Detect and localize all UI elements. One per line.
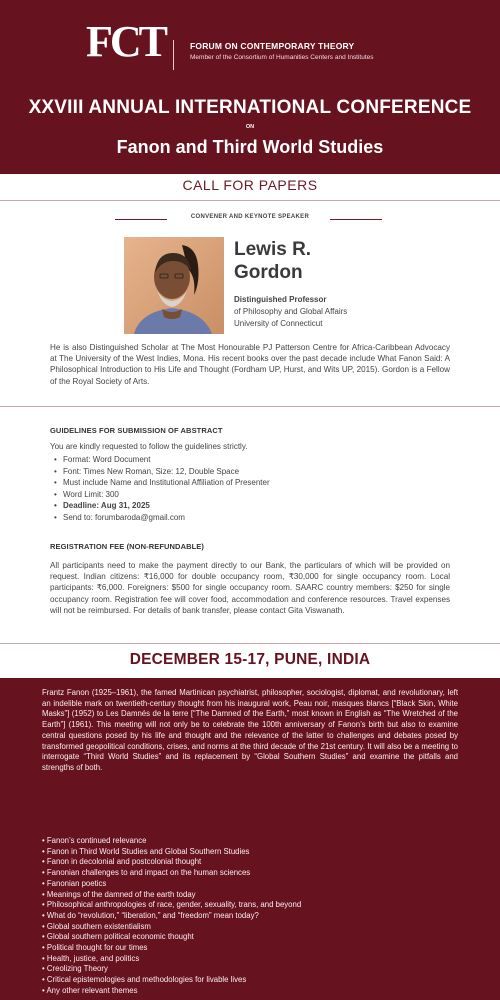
topic-item: • Global southern political economic thought <box>42 932 458 943</box>
call-for-papers-heading: CALL FOR PAPERS <box>182 177 318 193</box>
topic-item: • Health, justice, and politics <box>42 954 458 965</box>
header-banner <box>0 0 500 174</box>
speaker-name-first: Lewis R. <box>234 239 312 260</box>
divider-line <box>0 643 500 644</box>
speaker-name-last: Gordon <box>234 262 303 283</box>
topic-item: • Fanonian challenges to and impact on the human sciences <box>42 868 458 879</box>
convener-label: CONVENER AND KEYNOTE SPEAKER <box>190 214 310 220</box>
organization-name: FORUM ON CONTEMPORARY THEORY <box>190 41 355 51</box>
fct-logo: FCT <box>86 17 165 66</box>
topic-item: • Fanon in decolonial and postcolonial thought <box>42 857 458 868</box>
topic-item: • Philosophical anthropologies of race, gender, sexuality, trans, and beyond <box>42 900 458 911</box>
topic-item: • Fanon’s continued relevance <box>42 836 458 847</box>
speaker-affiliation-department: of Philosophy and Global Affairs <box>234 307 348 316</box>
guidelines-list <box>50 454 450 524</box>
event-dates: DECEMBER 15-17, PUNE, INDIA <box>129 651 371 668</box>
speaker-affiliation-university: University of Connecticut <box>234 319 323 328</box>
topic-item: • Fanonian poetics <box>42 879 458 890</box>
speaker-photo <box>124 237 224 334</box>
registration-text: All participants need to make the payment directly to our Bank, the particulars of which will be provided on request. Indian citizens: ₹16,000 for double occupancy room, ₹30,000 for single occupancy room. Local participants: ₹6,000. Foreigners: $500 for single occupancy room. SAARC country members: $250 for single occupancy room. Registration fee will cover food, accommodation and conference resources. Travel expenses will not be reimbursed. For details of bank transfer, please contact Gita Viswanath. <box>50 561 450 615</box>
topic-item: • Meanings of the damned of the earth today <box>42 890 458 901</box>
speaker-title: Distinguished Professor <box>234 295 327 304</box>
registration-heading: REGISTRATION FEE (NON-REFUNDABLE) <box>50 542 204 551</box>
topic-item: • Political thought for our times <box>42 943 458 954</box>
topic-item: • Any other relevant themes <box>42 986 458 997</box>
topic-item: • Global southern existentialism <box>42 922 458 933</box>
description-panel <box>0 678 500 1000</box>
topic-item: • Creolizing Theory <box>42 964 458 975</box>
list-item: • Format: Word Document <box>50 454 450 466</box>
list-item: • Font: Times New Roman, Size: 12, Double Space <box>50 466 450 478</box>
email-item: • Send to: forumbaroda@gmail.com <box>50 512 450 524</box>
deadline-item: • Deadline: Aug 31, 2025 <box>50 500 450 512</box>
logo-divider <box>173 40 174 70</box>
conference-title: XXVIII ANNUAL INTERNATIONAL CONFERENCE <box>28 97 472 118</box>
speaker-bio: He is also Distinguished Scholar at The Most Honourable PJ Patterson Centre for Africa-Caribbean Advocacy at The University of the West Indies, Mona. His recent books over the past decade include What Fanon Said: A Philosophical Introduction to His Life and Thought (Fordham UP, Hurst, and Wits UP, 2015). Gordon is a Fellow of the Royal Society of Arts. <box>50 343 450 386</box>
topics-list <box>42 836 458 997</box>
convener-label-row <box>0 213 500 225</box>
guidelines-heading: GUIDELINES FOR SUBMISSION OF ABSTRACT <box>50 426 223 435</box>
divider-line <box>0 200 500 201</box>
topic-item: • What do “revolution,” “liberation,” and “freedom” mean today? <box>42 911 458 922</box>
list-item: • Must include Name and Institutional Affiliation of Presenter <box>50 477 450 489</box>
conference-on-label: ON <box>245 124 255 130</box>
conference-topic: Fanon and Third World Studies <box>116 137 384 157</box>
topic-item: • Fanon in Third World Studies and Global Southern Studies <box>42 847 458 858</box>
topic-item: • Critical epistemologies and methodologies for livable lives <box>42 975 458 986</box>
divider-line <box>0 406 500 407</box>
divider-line-right <box>330 219 382 220</box>
speaker-portrait-illustration <box>124 237 224 334</box>
guidelines-intro: You are kindly requested to follow the guidelines strictly. <box>50 442 248 451</box>
list-item: • Word Limit: 300 <box>50 489 450 501</box>
conference-description: Frantz Fanon (1925–1961), the famed Martinican psychiatrist, philosopher, sociologist, diplomat, and revolutionary, left an indelible mark on twentieth-century thought from his inaugural work, Peau noir, masques blancs [“Black Skin, White Masks”] (1952) to Les Damnés de la terre [“The Damned of the Earth,” most known in English as “The Wretched of the Earth”] (1961). This meeting will not only be to celebrate the 100th anniversary of Fanon’s birth but also to examine central questions posed by his life and thought and the relevance of the latter to challenges and debates posed by transformed geopolitical conditions, crises, and norms at the third decade of the 21st century. It will also be a meeting to interrogate “Third World Studies” and its replacement by “Global Southern Studies” and examine the pitfalls and strengths of both. <box>42 688 458 772</box>
organization-subtitle: Member of the Consortium of Humanities Centers and Institutes <box>190 54 374 61</box>
